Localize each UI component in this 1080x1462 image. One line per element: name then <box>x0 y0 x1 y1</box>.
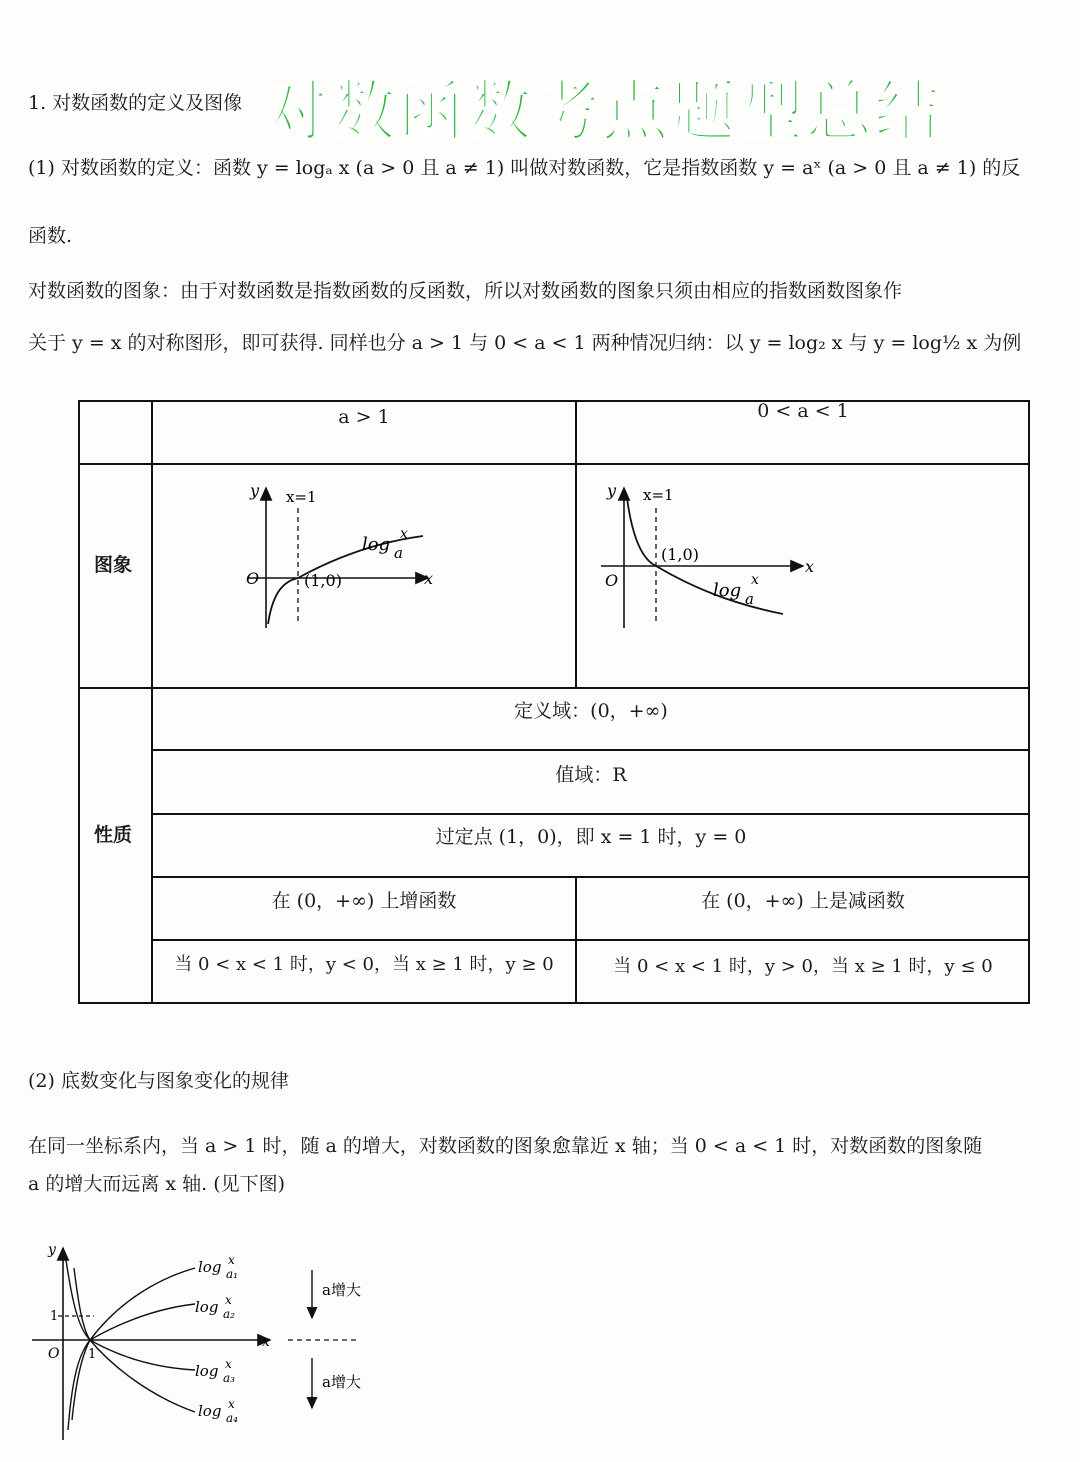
label-base-a3: a₃ <box>223 1371 235 1385</box>
prop-domain: 定义域：(0，+∞) <box>514 700 668 722</box>
x-one-label: 1 <box>88 1347 97 1362</box>
vline-label: x=1 <box>643 486 674 504</box>
label-arg-a1: x <box>228 1253 235 1267</box>
y-one-label: 1 <box>50 1309 59 1324</box>
curve-a3 <box>66 1260 195 1370</box>
section-heading: 1. 对数函数的定义及图像 <box>28 92 243 114</box>
origin-label: O <box>246 569 260 588</box>
rule-text-line-2: a 的增大而远离 x 轴. (见下图) <box>28 1173 286 1195</box>
page-title: 对数函数考点题型总结 <box>262 73 942 150</box>
origin-label: O <box>48 1346 60 1362</box>
graph-decreasing-log <box>593 478 913 638</box>
prop-mono-left: 在 (0，+∞) 上增函数 <box>271 890 457 912</box>
log-curve <box>627 498 783 614</box>
row-label-properties: 性质 <box>94 824 133 846</box>
curve-label: log <box>362 534 391 555</box>
label-log-a3: log <box>195 1362 219 1380</box>
properties-table <box>78 400 1030 1004</box>
definition-paragraph: (1) 对数函数的定义：函数 y = logₐ x (a > 0 且 a ≠ 1) 叫做对数函数，它是指数函数 y = aˣ (a > 0 且 a ≠ 1) 的反 <box>28 157 1021 179</box>
col-header-a-gt-1: a > 1 <box>338 406 390 428</box>
curve-base: a <box>745 590 754 608</box>
label-log-a1: log <box>198 1258 222 1276</box>
y-label: y <box>607 481 617 500</box>
y-label: y <box>250 481 260 500</box>
graph-increasing-log <box>238 478 538 638</box>
prop-fixed-point: 过定点 (1，0)，即 x = 1 时，y = 0 <box>435 826 747 848</box>
label-base-a4: a₄ <box>226 1411 238 1425</box>
label-arg-a4: x <box>228 1397 235 1411</box>
curve-arg: x <box>751 572 759 588</box>
x-label: x <box>424 569 434 588</box>
prop-sign-left: 当 0 < x < 1 时，y < 0，当 x ≥ 1 时，y ≥ 0 <box>174 954 554 975</box>
definition-paragraph-cont: 函数. <box>28 225 73 247</box>
prop-sign-right: 当 0 < x < 1 时，y > 0，当 x ≥ 1 时，y ≤ 0 <box>613 956 993 977</box>
point-label: (1,0) <box>661 545 699 564</box>
rule-text-line-1: 在同一坐标系内，当 a > 1 时，随 a 的增大，对数函数的图象愈靠近 x 轴；当 0 < a < 1 时，对数函数的图象随 <box>28 1135 983 1157</box>
prop-mono-right: 在 (0，+∞) 上是减函数 <box>701 890 905 912</box>
label-arg-a2: x <box>225 1293 232 1307</box>
graph-intro-line-2: 关于 y = x 的对称图形，即可获得. 同样也分 a > 1 与 0 < a < 1 两种情况归纳：以 y = log₂ x 与 y = log½ x 为例 <box>28 332 1022 354</box>
origin-label: O <box>605 571 619 590</box>
label-log-a4: log <box>198 1402 222 1420</box>
y-label: y <box>48 1242 56 1258</box>
rule-heading: (2) 底数变化与图象变化的规律 <box>28 1070 289 1092</box>
curve-label: log <box>713 580 742 601</box>
col-header-a-lt-1: 0 < a < 1 <box>757 400 849 422</box>
label-base-a2: a₂ <box>223 1307 235 1321</box>
point-label: (1,0) <box>304 571 342 590</box>
row-label-graph: 图象 <box>94 554 133 576</box>
prop-range: 值域：R <box>555 764 627 786</box>
curve-base: a <box>394 544 403 562</box>
arrow-label-bottom: a增大 <box>322 1373 361 1391</box>
arrow-label-top: a增大 <box>322 1281 361 1299</box>
curve-a2 <box>72 1304 195 1420</box>
curve-arg: x <box>400 526 408 542</box>
label-log-a2: log <box>195 1298 219 1316</box>
base-change-graph <box>30 1240 410 1450</box>
label-arg-a3: x <box>225 1357 232 1371</box>
label-base-a1: a₁ <box>226 1267 238 1281</box>
x-label: x <box>805 557 815 576</box>
graph-intro-line-1: 对数函数的图象：由于对数函数是指数函数的反函数，所以对数函数的图象只须由相应的指数函数图象作 <box>28 280 903 302</box>
x-label: x <box>262 1334 270 1350</box>
vline-label: x=1 <box>286 488 317 506</box>
